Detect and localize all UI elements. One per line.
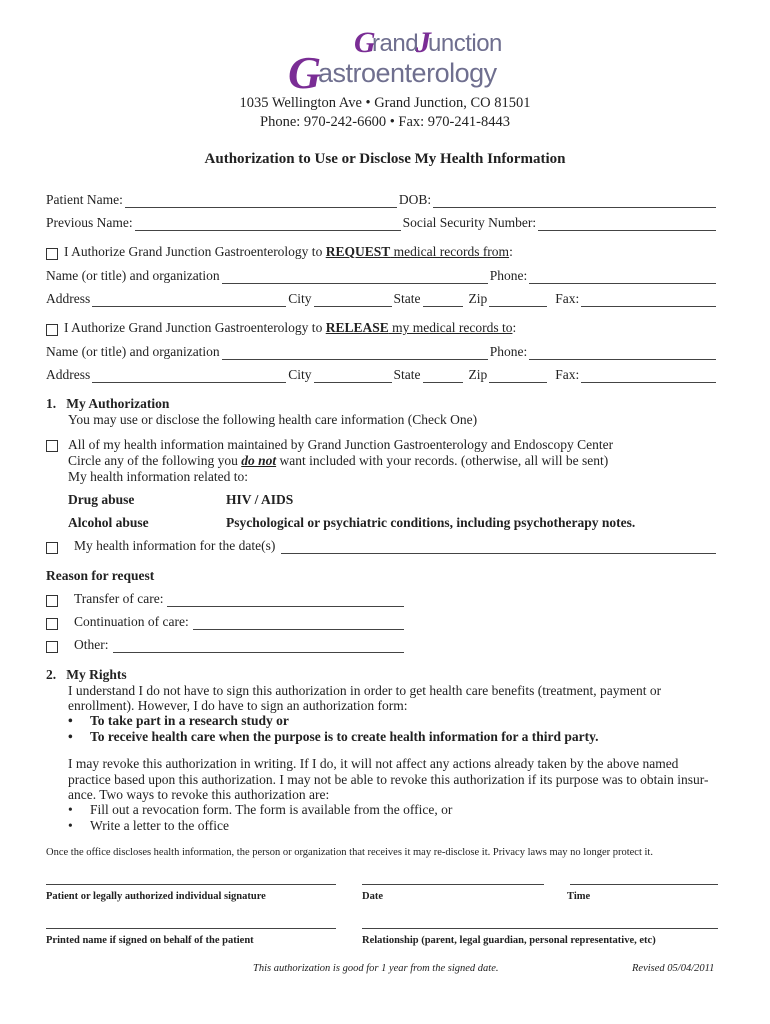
request-name-field[interactable] xyxy=(222,270,488,284)
logo-word-gastroenterology: astroenterology xyxy=(318,58,497,88)
rights-p2-line1: I may revoke this authorization in writing. If I do, it will not affect any actions already taken by the above named xyxy=(68,756,679,771)
request-zip-field[interactable] xyxy=(489,293,547,307)
request-phone-label: Phone: xyxy=(489,268,528,283)
dates-checkbox[interactable] xyxy=(46,542,58,554)
other-checkbox[interactable] xyxy=(46,641,58,653)
release-city-label: City xyxy=(288,367,312,382)
continuation-checkbox[interactable] xyxy=(46,618,58,630)
rights-p1-line1: I understand I do not have to sign this authorization in order to get health care benefits (treatment, payment or xyxy=(68,683,662,698)
dates-label: My health information for the date(s) xyxy=(74,538,276,553)
request-address-row xyxy=(46,291,718,307)
request-authorization-row xyxy=(46,244,718,260)
dob-label: DOB: xyxy=(398,192,432,207)
release-address-label: Address xyxy=(46,367,91,382)
rights-bullet2 xyxy=(68,729,728,745)
previous-name-field[interactable] xyxy=(135,217,401,231)
all-info-line2-post: want included with your records. (otherwise, all will be sent) xyxy=(276,453,609,468)
release-name-label: Name (or title) and organization xyxy=(46,344,220,359)
transfer-label: Transfer of care: xyxy=(74,591,164,606)
request-city-label: City xyxy=(288,291,312,306)
option-hiv-aids[interactable]: HIV / AIDS xyxy=(226,492,294,507)
rights-bullet1-text: To take part in a research study or xyxy=(90,713,289,728)
all-info-line2 xyxy=(68,453,728,469)
release-colon: : xyxy=(512,320,517,335)
release-phone-label: Phone: xyxy=(489,344,528,359)
form-title: Authorization to Use or Disclose My Health Information xyxy=(204,151,566,167)
rights-bullet4 xyxy=(68,818,728,834)
other-field[interactable] xyxy=(113,639,405,653)
release-fax-field[interactable] xyxy=(581,369,716,383)
other-row xyxy=(46,637,406,653)
redisclosure-notice: Once the office discloses health information, the person or organization that receives it may re-disclose it. Privacy laws may no longer protect it. xyxy=(46,847,653,858)
continuation-field[interactable] xyxy=(193,616,404,630)
time-line[interactable] xyxy=(570,884,718,885)
rights-p2-line3: ance. Two ways to revoke this authorization are: xyxy=(68,787,330,802)
relationship-label: Relationship (parent, legal guardian, personal representative, etc) xyxy=(362,935,656,946)
section2-heading: 2. My Rights xyxy=(46,667,127,682)
printed-name-line[interactable] xyxy=(46,928,336,929)
date-line[interactable] xyxy=(362,884,544,885)
transfer-field[interactable] xyxy=(167,593,404,607)
bullet-dot: • xyxy=(68,729,73,744)
dates-field[interactable] xyxy=(281,540,716,554)
option-alcohol-abuse[interactable]: Alcohol abuse xyxy=(68,515,149,530)
previous-name-label: Previous Name: xyxy=(46,215,133,230)
practice-phone-fax: Phone: 970-242-6600 • Fax: 970-241-8443 xyxy=(260,114,510,130)
bullet-dot: • xyxy=(68,818,73,833)
request-name-row xyxy=(46,268,718,284)
patient-name-field[interactable] xyxy=(125,194,397,208)
request-colon: : xyxy=(509,244,513,259)
signature-label: Patient or legally authorized individual signature xyxy=(46,891,266,902)
relationship-line[interactable] xyxy=(362,928,718,929)
all-info-line3: My health information related to: xyxy=(68,469,248,484)
release-state-field[interactable] xyxy=(423,369,463,383)
dates-row xyxy=(46,538,718,554)
practice-address: 1035 Wellington Ave • Grand Junction, CO 81501 xyxy=(239,95,531,111)
request-address-label: Address xyxy=(46,291,91,306)
printed-name-label: Printed name if signed on behalf of the patient xyxy=(46,935,254,946)
ssn-label: Social Security Number: xyxy=(402,215,537,230)
logo-letter-g: G xyxy=(354,26,376,59)
release-authorization-row xyxy=(46,320,718,336)
bullet-dot: • xyxy=(68,713,73,728)
release-name-field[interactable] xyxy=(222,346,488,360)
release-fax-label: Fax: xyxy=(555,367,580,382)
release-zip-field[interactable] xyxy=(489,369,547,383)
previous-name-row xyxy=(46,215,718,231)
request-fax-field[interactable] xyxy=(581,293,716,307)
continuation-label: Continuation of care: xyxy=(74,614,189,629)
rights-p2-line2: practice based upon this authorization. I may not be able to revoke this authorization if its purpose was to obtain insur- xyxy=(68,772,709,787)
section1-subtitle: You may use or disclose the following health care information (Check One) xyxy=(68,412,478,427)
release-state-label: State xyxy=(393,367,421,382)
rights-bullet4-text: Write a letter to the office xyxy=(90,818,230,833)
logo-word-junction: unction xyxy=(428,30,502,57)
transfer-checkbox[interactable] xyxy=(46,595,58,607)
rights-bullet3-text: Fill out a revocation form. The form is available from the office, or xyxy=(90,802,453,817)
request-phone-field[interactable] xyxy=(529,270,716,284)
request-fax-label: Fax: xyxy=(555,291,580,306)
request-name-label: Name (or title) and organization xyxy=(46,268,220,283)
all-info-line2-pre: Circle any of the following you xyxy=(68,453,242,468)
bullet-dot: • xyxy=(68,802,73,817)
logo-word-grand: rand xyxy=(372,30,419,57)
release-keyword: RELEASE xyxy=(325,320,389,335)
revision-date: Revised 05/04/2011 xyxy=(632,963,715,974)
logo-letter-j: J xyxy=(416,26,431,59)
request-checkbox[interactable] xyxy=(46,248,58,260)
rights-bullet3 xyxy=(68,802,728,818)
dob-field[interactable] xyxy=(433,194,716,208)
date-label: Date xyxy=(362,891,383,902)
logo-letter-big-g: G xyxy=(288,47,322,98)
release-text-pre: I Authorize Grand Junction Gastroenterology to xyxy=(64,320,326,335)
rights-bullet1 xyxy=(68,713,728,729)
release-text-post: my medical records to xyxy=(388,320,513,335)
request-text-pre: I Authorize Grand Junction Gastroenterology to xyxy=(64,244,326,259)
release-zip-label: Zip xyxy=(468,367,488,382)
release-checkbox[interactable] xyxy=(46,324,58,336)
continuation-row xyxy=(46,614,406,630)
time-label: Time xyxy=(567,891,591,902)
request-keyword: REQUEST xyxy=(325,244,391,259)
validity-notice: This authorization is good for 1 year from the signed date. xyxy=(253,963,499,974)
request-address-field[interactable] xyxy=(92,293,286,307)
release-phone-field[interactable] xyxy=(529,346,716,360)
rights-bullet2-text: To receive health care when the purpose is to create health information for a third party. xyxy=(90,729,599,744)
option-psychological[interactable]: Psychological or psychiatric conditions, including psychotherapy notes. xyxy=(226,515,636,530)
reason-heading: Reason for request xyxy=(46,568,155,583)
request-city-field[interactable] xyxy=(314,293,392,307)
patient-name-label: Patient Name: xyxy=(46,192,123,207)
signature-line[interactable] xyxy=(46,884,336,885)
rights-p1-line2: enrollment). However, I do have to sign an authorization form: xyxy=(68,698,408,713)
request-text-post: medical records from xyxy=(390,244,510,259)
other-label: Other: xyxy=(74,637,109,652)
release-address-row xyxy=(46,367,718,383)
patient-name-row xyxy=(46,192,718,208)
all-info-checkbox[interactable] xyxy=(46,440,58,452)
section1-heading: 1. My Authorization xyxy=(46,396,170,411)
request-state-label: State xyxy=(393,291,421,306)
practice-logo xyxy=(288,22,502,98)
release-city-field[interactable] xyxy=(314,369,392,383)
ssn-field[interactable] xyxy=(538,217,716,231)
transfer-row xyxy=(46,591,406,607)
request-state-field[interactable] xyxy=(423,293,463,307)
release-name-row xyxy=(46,344,718,360)
request-zip-label: Zip xyxy=(468,291,488,306)
release-address-field[interactable] xyxy=(92,369,286,383)
option-drug-abuse[interactable]: Drug abuse xyxy=(68,492,135,507)
all-info-line1: All of my health information maintained by Grand Junction Gastroenterology and Endoscopy Center xyxy=(68,437,614,452)
do-not-emphasis: do not xyxy=(241,453,277,468)
